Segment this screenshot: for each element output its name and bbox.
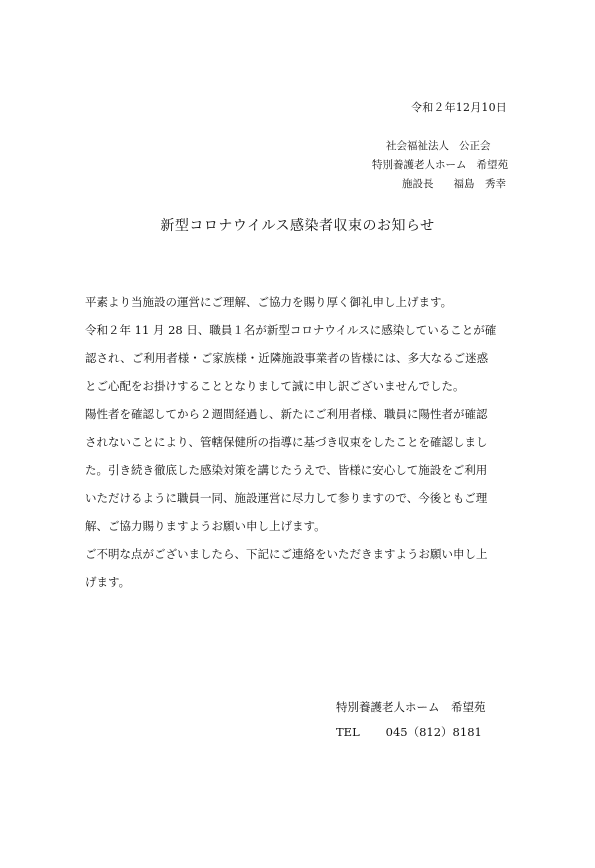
body-line: げます。 (85, 575, 131, 589)
organization-name: 公正会 (459, 140, 491, 152)
sender-organization (372, 137, 508, 156)
body-line: 解、ご協力賜りますようお願い申し上げます。 (85, 519, 326, 533)
phone-label: TEL (336, 725, 360, 739)
body-line: 陽性者を確認してから２週間経過し、新たにご利用者様、職員に陽性者が確認 (85, 407, 488, 421)
body-line: た。引き続き徹底した感染対策を講じたうえで、皆様に安心して施設をご利用 (85, 463, 488, 477)
document-date: 令和２年12月10日 (411, 101, 507, 114)
document-body (85, 288, 515, 596)
director-title: 施設長 (402, 178, 434, 190)
contact-block (336, 695, 486, 745)
contact-facility: 特別養護老人ホーム 希望苑 (336, 700, 486, 714)
contact-phone (336, 720, 486, 745)
body-line: 平素より当施設の運営にご理解、ご協力を賜り厚く御礼申し上げます。 (85, 295, 453, 309)
organization-type: 社会福祉法人 (386, 140, 449, 152)
sender-block (372, 137, 508, 194)
phone-number: 045（812）8181 (385, 725, 482, 739)
facility-type: 特別養護老人ホーム (372, 159, 467, 171)
sender-facility (372, 156, 508, 175)
document-title: 新型コロナウイルス感染者収束のお知らせ (160, 218, 435, 234)
body-line: されないことにより、管轄保健所の指導に基づき収束をしたことを確認しまし (85, 435, 488, 449)
director-name: 福島 秀幸 (453, 178, 506, 190)
sender-director (372, 175, 508, 194)
body-line: 認され、ご利用者様・ご家族様・近隣施設事業者の皆様には、多大なるご迷惑 (85, 351, 489, 365)
body-line: とご心配をお掛けすることとなりまして誠に申し訳ございませんでした。 (85, 379, 465, 393)
body-line: 令和２年 11 月 28 日、職員１名が新型コロナウイルスに感染していることが確 (85, 323, 497, 337)
facility-name: 希望苑 (476, 159, 508, 171)
body-line: いただけるように職員一同、施設運営に尽力して参りますので、今後ともご理 (85, 491, 488, 505)
body-line: ご不明な点がございましたら、下記にご連絡をいただきますようお願い申し上 (85, 547, 488, 561)
